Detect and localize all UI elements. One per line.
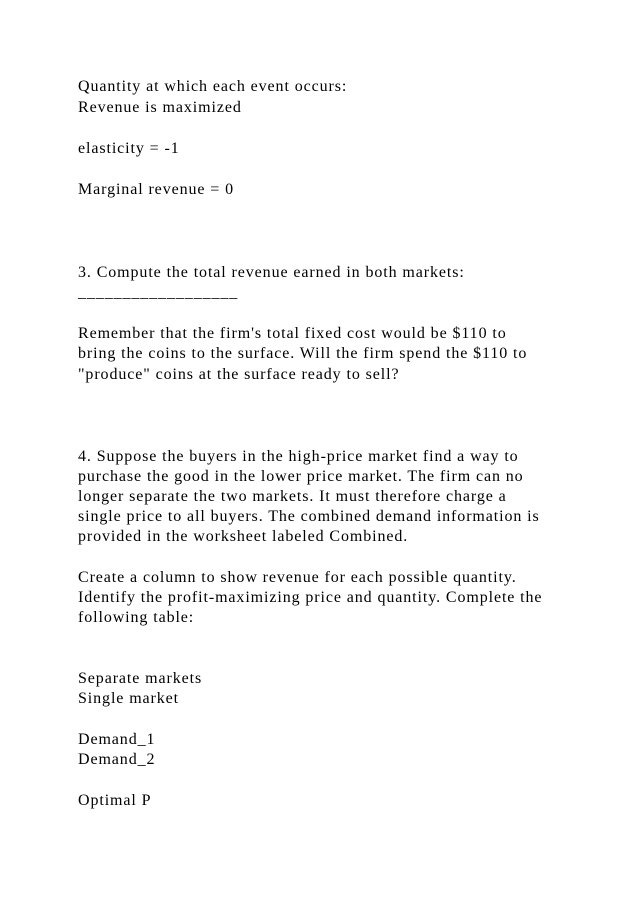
instruction-line-1: Create a column to show revenue for each possible quantity.	[78, 569, 517, 586]
instruction-line-2: Identify the profit-maximizing price and quantity. Complete the	[78, 589, 543, 606]
question-4-line-2: purchase the good in the lower price market. The firm can no	[78, 468, 524, 485]
instruction-line-3: following table:	[78, 609, 195, 626]
text-line-revenue-maximized: Revenue is maximized	[78, 99, 242, 116]
text-line-marginal-revenue: Marginal revenue = 0	[78, 181, 235, 198]
table-label-demand-1: Demand_1	[78, 731, 156, 748]
question-4-line-5: provided in the worksheet labeled Combined.	[78, 528, 409, 545]
question-4-line-1: 4. Suppose the buyers in the high-price market find a way to	[78, 448, 519, 465]
question-3-text: 3. Compute the total revenue earned in both markets:	[78, 264, 465, 281]
text-line-fixed-cost-3: "produce" coins at the surface ready to sell?	[78, 366, 400, 383]
question-4-line-4: single price to all buyers. The combined demand information is	[78, 508, 540, 525]
table-label-demand-2: Demand_2	[78, 751, 156, 768]
text-line-quantity-event: Quantity at which each event occurs:	[78, 78, 348, 95]
answer-blank-line: __________________	[78, 284, 239, 301]
table-label-optimal-p: Optimal P	[78, 792, 152, 809]
text-line-fixed-cost-2: bring the coins to the surface. Will the firm spend the $110 to	[78, 345, 528, 362]
text-line-elasticity: elasticity = -1	[78, 140, 180, 157]
table-label-single-market: Single market	[78, 690, 180, 707]
text-line-fixed-cost-1: Remember that the firm's total fixed cost would be $110 to	[78, 325, 507, 342]
question-4-line-3: longer separate the two markets. It must therefore charge a	[78, 488, 507, 505]
table-label-separate-markets: Separate markets	[78, 670, 203, 687]
